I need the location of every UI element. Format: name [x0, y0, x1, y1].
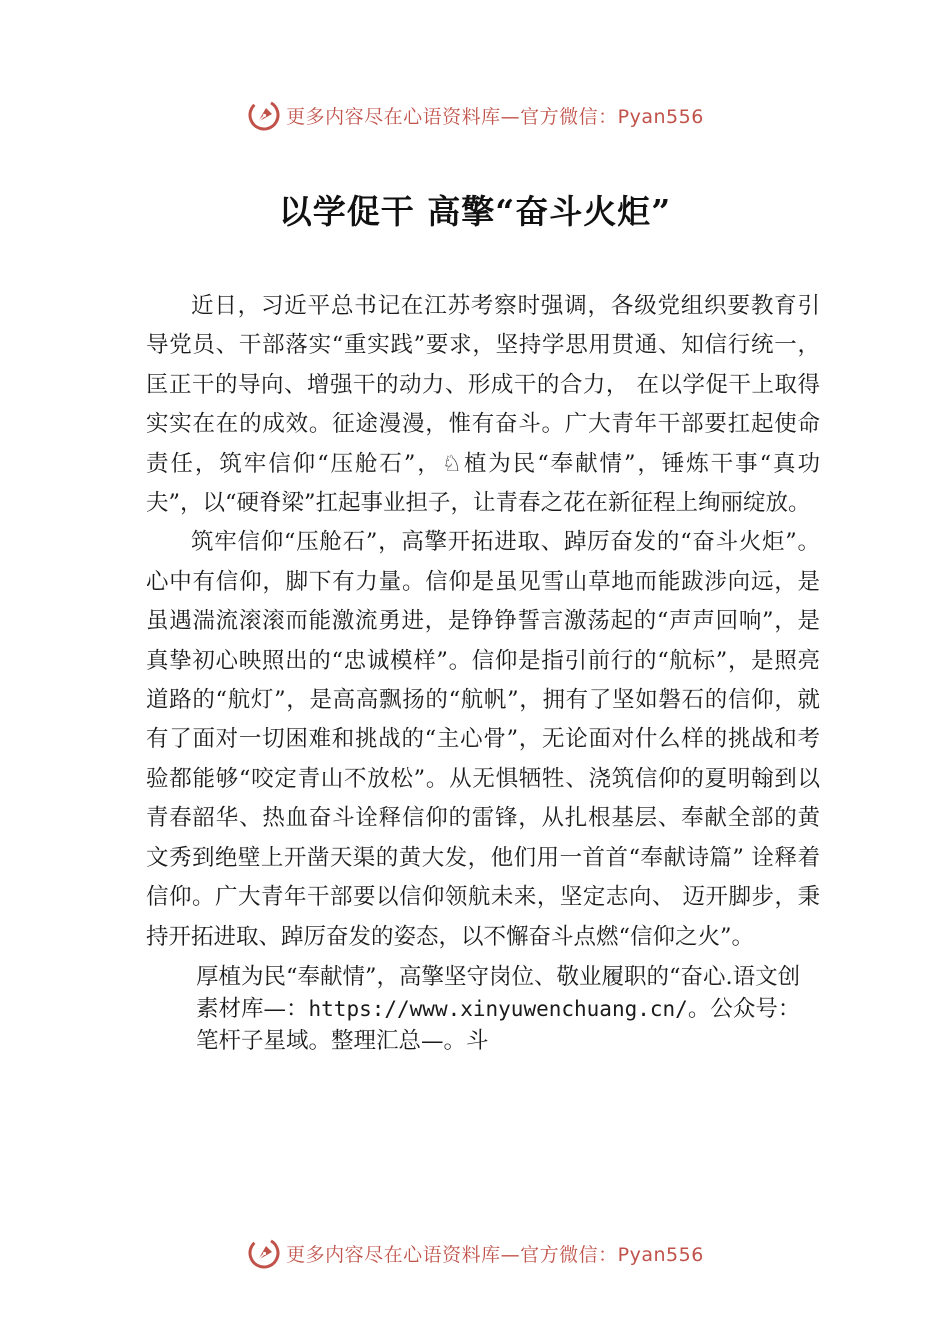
footer-watermark-banner	[0, 1233, 950, 1273]
paragraph-3	[146, 961, 820, 1057]
pen-nib-logo-icon	[246, 97, 282, 133]
paragraph-1: 近日，习近平总书记在江苏考察时强调，各级党组织要教育引导党员、干部落实“重实践”要求，坚持学思用贯通、知信行统一，匡正干的导向、增强干的动力、形成干的合力， 在以学促干上取得实实在在的成效。征途漫漫，惟有奋斗。广大青年干部要扛起使命责任，筑牢信仰“压舱石”，♘植为民“奉献情”，锤炼干事“真功夫”，以“硬脊梁”扛起事业担子，让青春之花在新征程上绚丽绽放。	[146, 293, 820, 517]
article-title: 以学促干 高擎“奋斗火炬”	[278, 192, 672, 231]
source-url-link[interactable]: https://www.xinyuwenchuang.cn/	[308, 996, 688, 1021]
pen-nib-logo-icon	[246, 1235, 282, 1271]
article-body	[146, 287, 820, 1057]
watermark-text: 更多内容尽在心语资料库—官方微信：Pyan556	[286, 1243, 704, 1266]
paragraph-3-tail: 。公众号：笔杆子星域。整理汇总—。斗	[196, 995, 801, 1054]
header-watermark-banner	[0, 95, 950, 135]
paragraph-2: 筑牢信仰“压舱石”，高擎开拓进取、踔厉奋发的“奋斗火炬”。心中有信仰，脚下有力量。信仰是虽见雪山草地而能跋涉向远，是虽遇湍流滚滚而能激流勇进，是铮铮誓言激荡起的“声声回响”，是真挚初心映照出的“忠诚模样”。信仰是指引前行的“航标”，是照亮道路的“航灯”，是高高飘扬的“航帆”，拥有了坚如磐石的信仰，就有了面对一切困难和挑战的“主心骨”，无论面对什么样的挑战和考验都能够“咬定青山不放松”。从无惧牺牲、浇筑信仰的夏明翰到以青春韶华、热血奋斗诠释信仰的雷锋，从扎根基层、奉献全部的黄文秀到绝壁上开凿天渠的黄大发，他们用一首首“奉献诗篇” 诠释着信仰。广大青年干部要以信仰领航未来，坚定志向、 迈开脚步，秉持开拓进取、踔厉奋发的姿态，以不懈奋斗点燃“信仰之火”。	[146, 529, 820, 950]
watermark-text: 更多内容尽在心语资料库—官方微信：Pyan556	[286, 105, 704, 128]
paragraph-3-text: 厚植为民“奉献情”，高擎坚守岗位、敬业履职的“奋心.语文创素材库—：	[196, 963, 801, 1022]
